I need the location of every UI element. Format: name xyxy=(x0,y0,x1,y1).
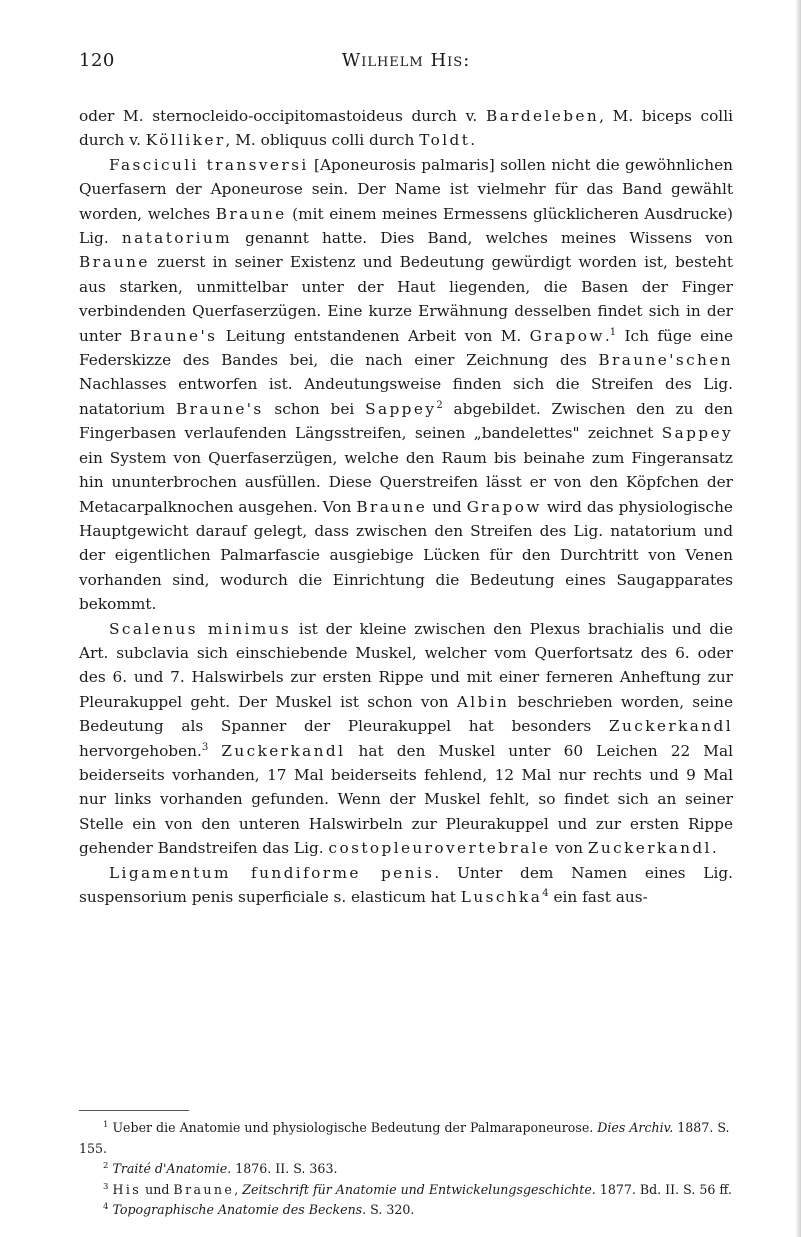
text-run: abgebildet. Zwischen den zu den Fingerbasen verlaufenden Längsstreifen, seinen „bandelettes" zeichnet xyxy=(79,399,733,443)
spaced-name: Grapow xyxy=(529,326,605,345)
spaced-name: Sappey xyxy=(365,399,437,418)
paragraph xyxy=(79,104,733,153)
spaced-name: Bardeleben xyxy=(485,107,600,125)
text-run: wird das physiologische Hauptgewicht darauf gelegt, dass zwischen den Streifen des Lig. natatorium und der eigentlichen Palmarfascie ausgiebige Lücken für den Durchtritt von Venen vorhanden sind, wodurch die Einrichtung die Bedeutung eines Saugapparates bekommt. xyxy=(79,497,733,614)
spaced-name: Braune xyxy=(356,497,428,516)
text-run: Leitung entstandenen Arbeit von M. xyxy=(217,326,530,345)
text-run: 1876. II. S. 363. xyxy=(231,1161,338,1176)
running-head: Wilhelm His: xyxy=(341,50,471,71)
body-text xyxy=(79,104,733,909)
text-run: [Aponeurosis palmaris] sollen nicht die gewöhnlichen Querfasern der Aponeurose sein. Der Name ist vielmehr für das Band gewählt worden, welches xyxy=(79,155,733,223)
text-run: 1887. S. 155. xyxy=(79,1120,730,1156)
footnote-rule xyxy=(79,1110,189,1111)
spaced-name: Scalenus minimus xyxy=(109,619,292,638)
text-run: . xyxy=(470,131,476,150)
footnote-reference: 4 xyxy=(542,888,549,899)
text-run: ist der kleine zwischen den Plexus brachialis und die Art. subclavia sich einschiebende Muskel, welcher vom Querfortsatz des 6. oder des 6. und 7. Halswirbels zur ersten Rippe und mit einer ferneren Anheftung zur Pleurakuppel geht. Der Muskel ist schon von xyxy=(79,619,733,711)
page-header xyxy=(79,50,733,80)
text-run: , M. obliquus colli durch xyxy=(225,131,420,150)
footnote xyxy=(79,1159,733,1180)
spaced-name: Kölliker xyxy=(145,131,226,150)
text-run: hervorgehoben. xyxy=(79,741,202,760)
text-run: beschrieben worden, seine Bedeutung als Spanner der Pleurakuppel hat besonders xyxy=(79,692,734,736)
text-run: oder M. sternocleido-occipitomastoideus durch v. xyxy=(79,107,486,125)
page-edge-shadow xyxy=(795,0,801,1237)
footnote-reference: 1 xyxy=(609,326,617,338)
italic-text: Topographische Anatomie des Beckens. xyxy=(112,1202,367,1217)
text-run: Nachlasses entworfen ist. Andeutungsweise finden sich die Streifen des Lig. natatorium xyxy=(79,375,733,418)
footnote xyxy=(79,1118,733,1159)
spaced-name: Luschka xyxy=(460,888,543,906)
spaced-name: Grapow xyxy=(466,497,542,516)
spaced-name: natatorium xyxy=(121,229,233,248)
italic-text: Zeitschrift für Anatomie und Entwickelungsgeschichte. xyxy=(242,1181,596,1197)
paragraph xyxy=(79,861,733,910)
footnote-number: 3 xyxy=(103,1181,109,1192)
text-run: . xyxy=(711,839,717,858)
italic-text: Dies Archiv. xyxy=(597,1120,674,1135)
text-run: ein fast aus- xyxy=(548,888,648,906)
spaced-name: Braune xyxy=(215,204,287,223)
text-run: genannt hatte. Dies Band, welches meines Wissens von xyxy=(232,229,733,248)
paragraph xyxy=(79,153,733,617)
spaced-name: Albin xyxy=(456,692,510,711)
footnote-reference: 2 xyxy=(436,399,443,411)
spaced-name: Fasciculi transversi xyxy=(109,155,309,174)
spaced-name: Zuckerkandl xyxy=(608,717,733,736)
text-run: . Unter dem Namen eines Lig. suspensorium penis superficiale s. elasticum hat xyxy=(79,863,733,906)
spaced-name: Ligamentum fundiforme penis xyxy=(109,863,435,882)
spaced-name: Braune xyxy=(79,253,150,272)
footnote xyxy=(79,1180,733,1201)
text-run: S. 320. xyxy=(366,1202,415,1217)
spaced-name: Braune'schen xyxy=(598,351,733,370)
text-run: hat den Muskel unter 60 Leichen 22 Mal beiderseits vorhanden, 17 Mal beiderseits fehlend, 12 Mal nur rechts und 9 Mal nur links vorhanden gefunden. Wenn der Muskel fehlt, so findet sich an seiner Stelle ein von den unteren Halswirbeln zur Pleurakuppel und zur ersten Rippe gehender Bandstreifen das Lig. xyxy=(79,741,733,858)
spaced-name: Zuckerkandl xyxy=(221,741,346,760)
footnote xyxy=(79,1200,733,1221)
spaced-name: Braune xyxy=(173,1181,235,1197)
footnotes xyxy=(79,1118,733,1221)
spaced-name: Sappey xyxy=(661,424,733,443)
text-run: ein System von Querfaserzügen, welche den Raum bis beinahe zum Fingeransatz hin ununterbrochen ausfüllen. Diese Querstreifen lässt er von den Köpfchen der Metacarpalknochen ausgehen. Von xyxy=(79,448,733,516)
spaced-name: costopleurovertebrale xyxy=(328,839,551,858)
text-run: schon bei xyxy=(263,399,366,418)
text-run: zuerst in seiner Existenz und Bedeutung gewürdigt worden ist, besteht aus starken, unmittelbar unter der Haut liegenden, die Basen der Finger verbindenden Querfaserzügen. Eine kurze Erwähnung desselben findet sich in der unter xyxy=(79,253,733,345)
spaced-name: Zuckerkandl xyxy=(587,839,712,858)
text-run xyxy=(208,742,221,760)
footnote-reference: 3 xyxy=(201,741,209,753)
text-run: 1877. Bd. II. S. 56 ff. xyxy=(595,1181,732,1197)
text-run: , xyxy=(234,1181,243,1197)
text-run: und xyxy=(141,1181,174,1197)
page-number: 120 xyxy=(79,50,115,71)
footnote-number: 4 xyxy=(103,1202,109,1212)
spaced-name: His xyxy=(112,1181,142,1197)
text-run: , M. biceps colli durch v. xyxy=(79,107,733,150)
spaced-name: Toldt xyxy=(419,131,471,150)
italic-text: Traité d'Anatomie. xyxy=(112,1161,232,1176)
footnote-number: 1 xyxy=(103,1120,109,1130)
spaced-name: Braune's xyxy=(175,399,264,418)
text-run: und xyxy=(427,497,467,516)
footnote-number: 2 xyxy=(103,1161,109,1171)
text-run: von xyxy=(550,839,588,858)
text-run: (mit einem meines Ermessens glücklicheren Ausdrucke) Lig. xyxy=(79,204,733,248)
paragraph xyxy=(79,617,733,861)
text-run: Ich füge eine Federskizze des Bandes bei, die nach einer Zeichnung des xyxy=(79,326,733,370)
text-run: Ueber die Anatomie und physiologische Bedeutung der Palmaraponeurose. xyxy=(112,1120,598,1135)
text-run: . xyxy=(604,326,610,345)
spaced-name: Braune's xyxy=(129,326,218,345)
